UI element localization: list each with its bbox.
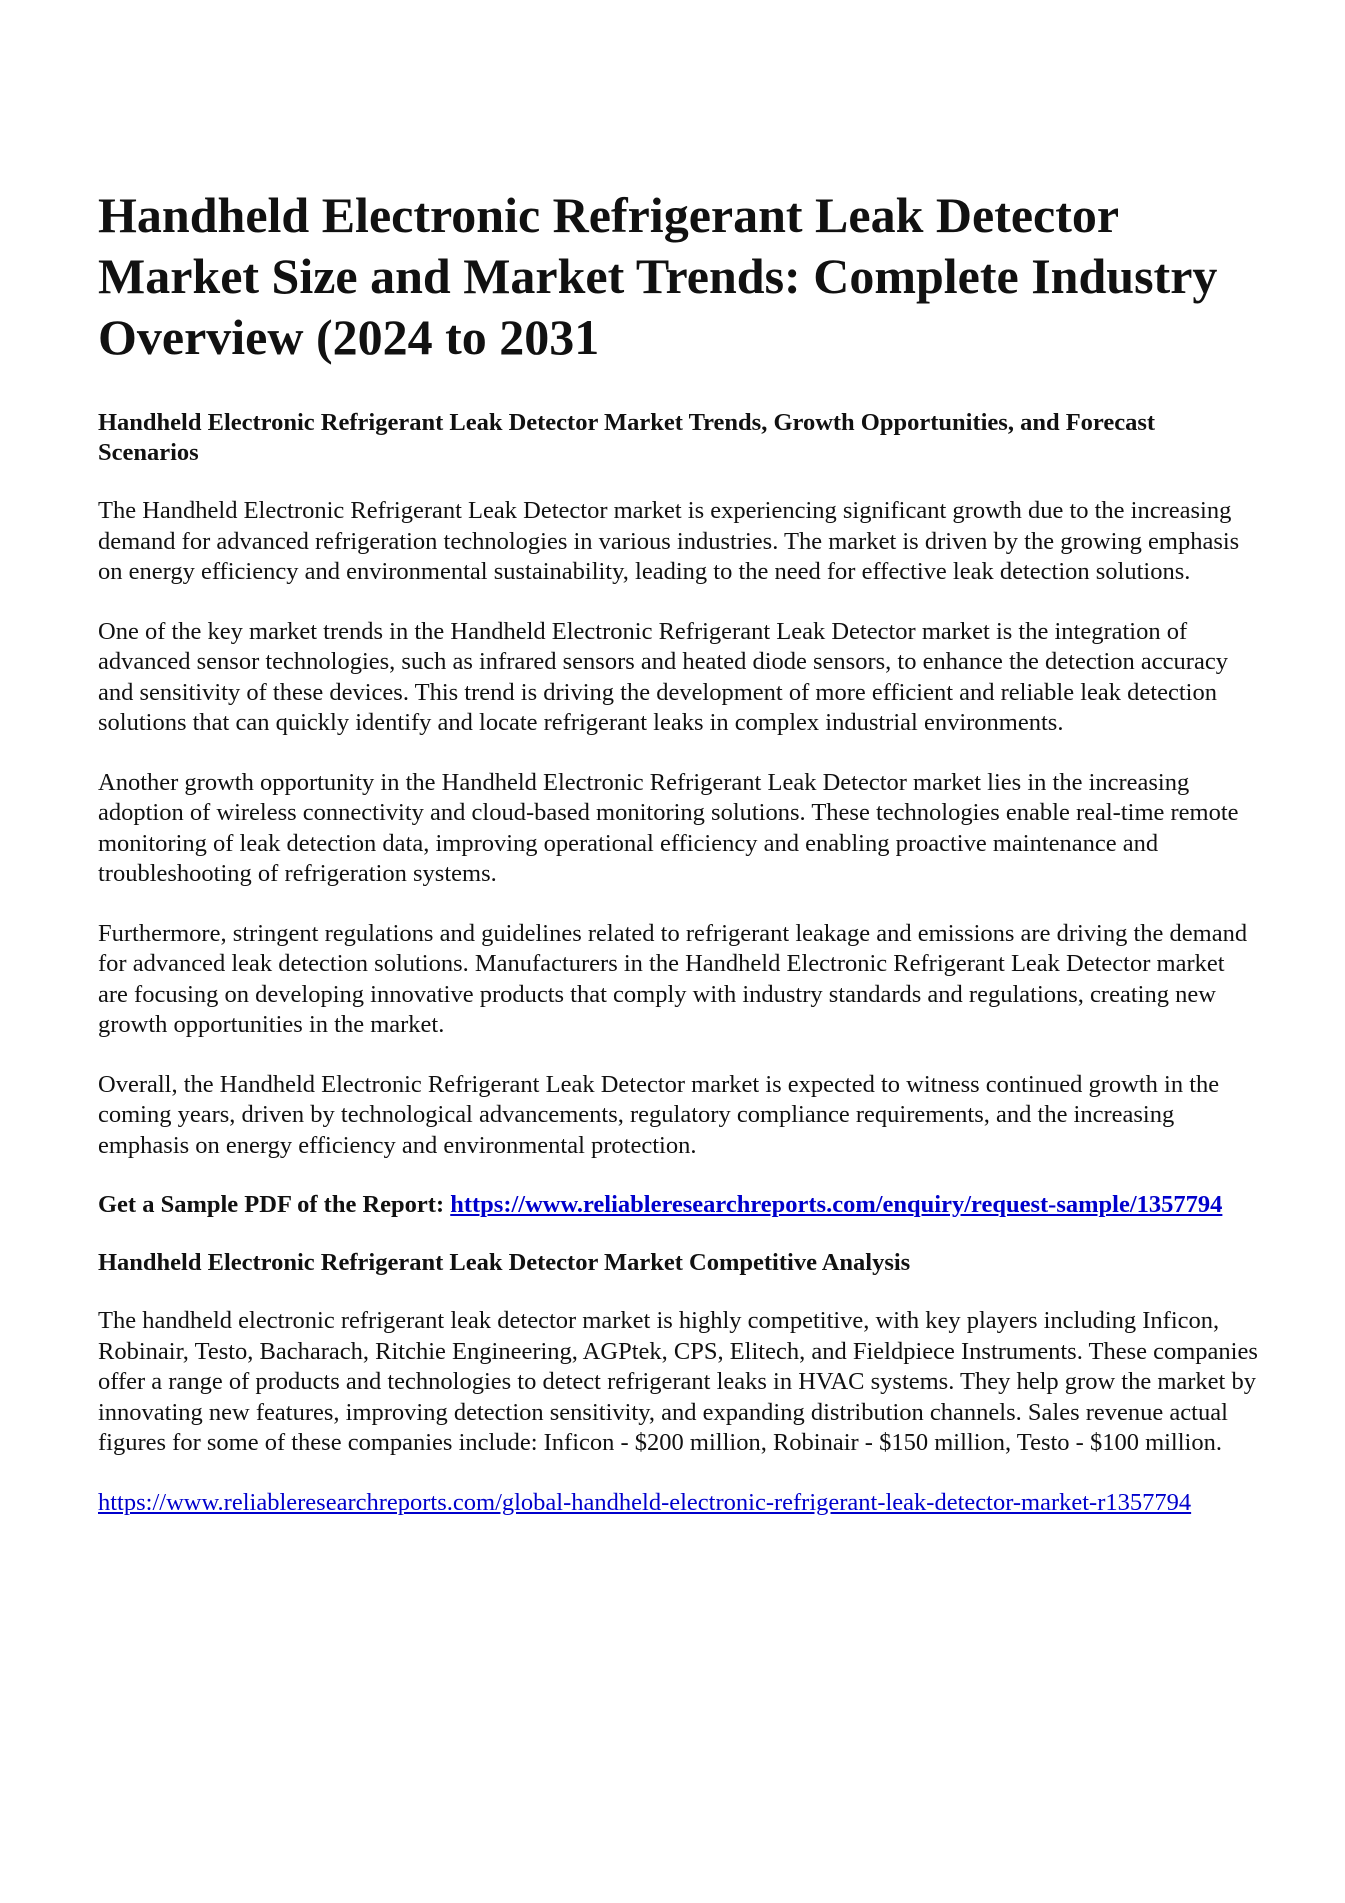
paragraph-trends: One of the key market trends in the Handheld Electronic Refrigerant Leak Detector market is the integration of advanced sensor technologies, such as infrared sensors and heated diode sensors, to enhance the detection accuracy and sensitivity of these devices. This trend is driving the development of more efficient and reliable leak detection solutions that can quickly identify and locate refrigerant leaks in complex industrial environments. — [98, 617, 1228, 736]
paragraph-competitive: The handheld electronic refrigerant leak detector market is highly competitive, with key players including Inficon, Robinair, Testo, Bacharach, Ritchie Engineering, AGPtek, CPS, Elitech, and Fieldpiece Instruments. These companies offer a range of products and technologies to detect refrigerant leaks in HVAC systems. They help grow the market by innovating new features, improving detection sensitivity, and expanding distribution channels. Sales revenue actual figures for some of these companies include: Inficon - $200 million, Robinair - $150 million, Testo - $100 million. — [98, 1307, 1258, 1456]
paragraph-intro: The Handheld Electronic Refrigerant Leak Detector market is experiencing significant growth due to the increasing demand for advanced refrigeration technologies in various industries. The market is driven by the growing emphasis on energy efficiency and environmental sustainability, leading to the need for effective leak detection solutions. — [98, 497, 1240, 585]
document-title: Handheld Electronic Refrigerant Leak Detector Market Size and Market Trends: Complete Industry Overview (2024 to 2031 — [98, 187, 1218, 365]
sample-pdf-line — [98, 1190, 1258, 1220]
sample-pdf-link[interactable]: https://www.reliableresearchreports.com/enquiry/request-sample/1357794 — [450, 1191, 1223, 1218]
sample-pdf-label: Get a Sample PDF of the Report: — [98, 1191, 445, 1218]
report-link-line — [98, 1488, 1258, 1519]
section-heading-trends: Handheld Electronic Refrigerant Leak Detector Market Trends, Growth Opportunities, and Forecast Scenarios — [98, 409, 1156, 466]
document-page — [98, 185, 1258, 1518]
section-heading-competitive: Handheld Electronic Refrigerant Leak Detector Market Competitive Analysis — [98, 1249, 911, 1276]
report-link[interactable]: https://www.reliableresearchreports.com/global-handheld-electronic-refrigerant-leak-detector-market-r1357794 — [98, 1488, 1192, 1516]
paragraph-regulations: Furthermore, stringent regulations and guidelines related to refrigerant leakage and emissions are driving the demand for advanced leak detection solutions. Manufacturers in the Handheld Electronic Refrigerant Leak Detector market are focusing on developing innovative products that comply with industry standards and regulations, creating new growth opportunities in the market. — [98, 919, 1248, 1038]
paragraph-overall: Overall, the Handheld Electronic Refrigerant Leak Detector market is expected to witness continued growth in the coming years, driven by technological advancements, regulatory compliance requirements, and the increasing emphasis on energy efficiency and environmental protection. — [98, 1070, 1220, 1159]
paragraph-opportunity: Another growth opportunity in the Handheld Electronic Refrigerant Leak Detector market lies in the increasing adoption of wireless connectivity and cloud-based monitoring solutions. These technologies enable real-time remote monitoring of leak detection data, improving operational efficiency and enabling proactive maintenance and troubleshooting of refrigeration systems. — [98, 768, 1239, 887]
